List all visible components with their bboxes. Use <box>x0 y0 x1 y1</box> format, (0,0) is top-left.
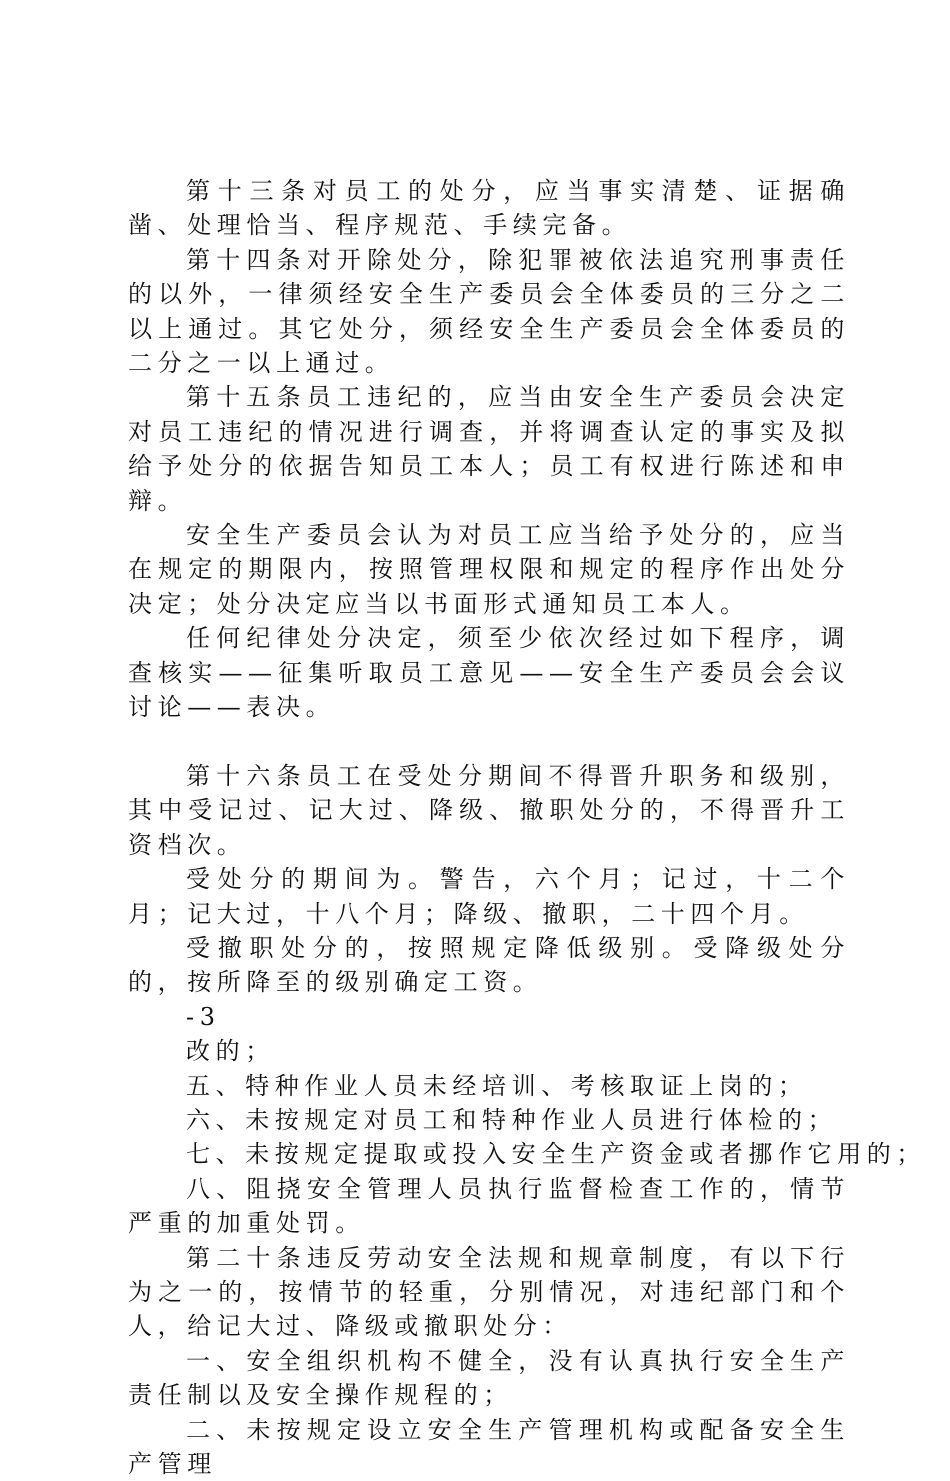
continued-line: 改的； <box>186 1037 275 1066</box>
article-13-paragraph: 第十三条对员工的处分，应当事实清楚、证据确凿、处理恰当、程序规范、手续完备。 <box>128 177 850 240</box>
penalty-period-paragraph: 受处分的期间为。警告，六个月；记过，十二个月；记大过，十八个月；降级、撤职，二十四个月。 <box>128 865 850 928</box>
committee-decision-paragraph: 安全生产委员会认为对员工应当给予处分的，应当在规定的期限内，按照管理权限和规定的程序作出处分决定；处分决定应当以书面形式通知员工本人。 <box>128 521 850 618</box>
article-16-paragraph: 第十六条员工在受处分期间不得晋升职务和级别，其中受记过、记大过、降级、撤职处分的，不得晋升工资档次。 <box>128 761 850 859</box>
page-number: -3 <box>186 1002 221 1031</box>
procedure-paragraph: 任何纪律处分决定，须至少依次经过如下程序，调查核实——征集听取员工意见——安全生产委员会会议讨论——表决。 <box>128 624 850 722</box>
list-item-7: 七、未按规定提取或投入安全生产资金或者挪作它用的； <box>186 1140 926 1169</box>
paragraph-gap <box>128 725 850 759</box>
article-20-paragraph: 第二十条违反劳动安全法规和规章制度，有以下行为之一的，按情节的轻重，分别情况，对违纪部门和个人，给记大过、降级或撤职处分： <box>128 1243 850 1341</box>
demotion-paragraph: 受撤职处分的，按照规定降低级别。受降级处分的，按所降至的级别确定工资。 <box>128 933 850 997</box>
list-item-8: 八、阻挠安全管理人员执行监督检查工作的，情节严重的加重处罚。 <box>128 1174 850 1238</box>
article-20-item-1: 一、安全组织机构不健全，没有认真执行安全生产责任制以及安全操作规程的； <box>128 1346 850 1410</box>
list-item-5: 五、特种作业人员未经培训、考核取证上岗的； <box>186 1071 808 1100</box>
list-item-6: 六、未按规定对员工和特种作业人员进行体检的； <box>186 1105 838 1134</box>
article-20-item-2: 二、未按规定设立安全生产管理机构或配备安全生产管理 <box>128 1415 850 1479</box>
article-15-paragraph: 第十五条员工违纪的，应当由安全生产委员会决定对员工违纪的情况进行调查，并将调查认定的事实及拟给予处分的依据告知员工本人；员工有权进行陈述和申辩。 <box>128 383 850 515</box>
article-14-paragraph: 第十四条对开除处分，除犯罪被依法追究刑事责任的以外，一律须经安全生产委员会全体委员的三分之二以上通过。其它处分，须经安全生产委员会全体委员的二分之一以上通过。 <box>128 245 850 378</box>
document-body <box>128 174 926 1481</box>
